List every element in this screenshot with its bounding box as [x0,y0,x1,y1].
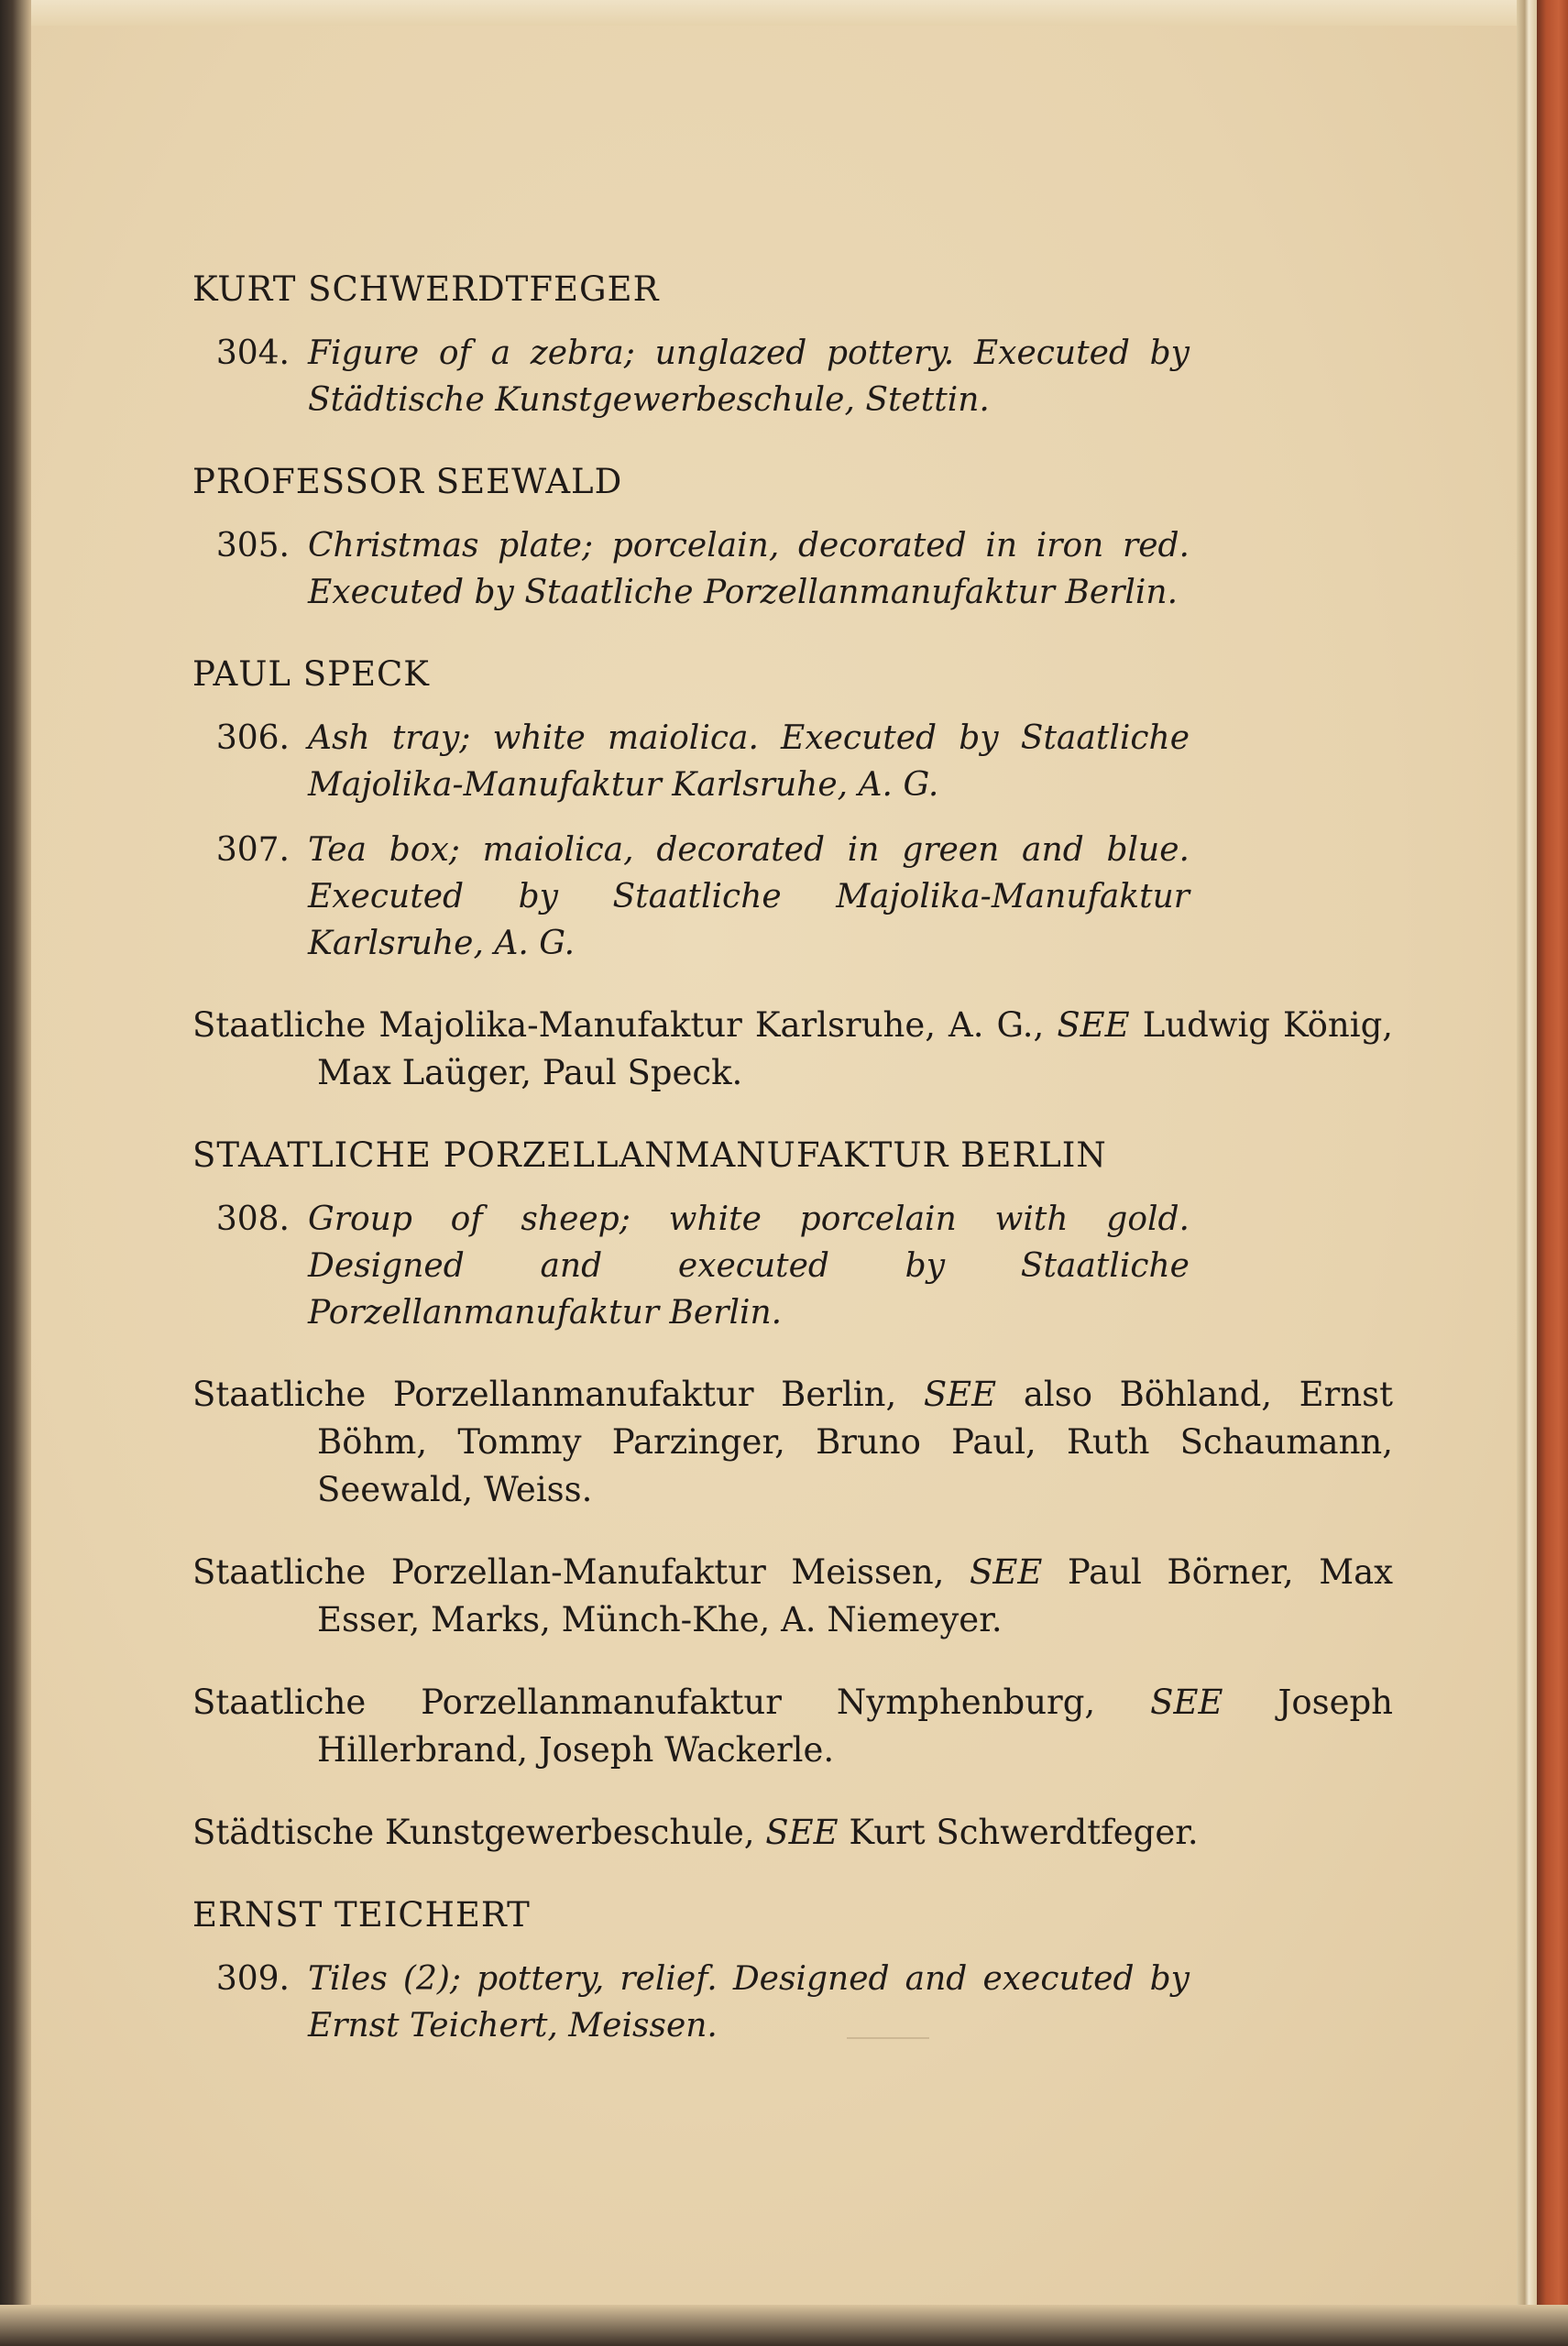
reference-targets: also Böhland, Ernst Böhm, Tommy Parzinger, Bruno Paul, Ruth Schaumann, Seewald, Weiss. [317,1375,1394,1509]
entry-number: 309. [215,1960,290,1998]
see-label: SEE [765,1813,839,1852]
cross-reference-nymphenburg [192,1679,1393,1774]
scan-bottom-edge [0,2305,1568,2346]
artist-heading: PAUL SPECK [192,654,430,694]
entry-number: 306. [215,719,290,757]
catalogue-entry [192,715,1237,808]
artist-heading: STAATLICHE PORZELLANMANUFAKTUR BERLIN [192,1135,1107,1175]
entry-number: 308. [215,1200,290,1238]
cross-reference-berlin [192,1371,1393,1514]
page-content [192,266,1394,2084]
see-label: SEE [1057,1005,1130,1045]
reference-name: Städtische Kunstgewerbeschule, [192,1813,755,1852]
section-schwerdtfeger [192,266,1237,423]
reference-name: Staatliche Porzellanmanufaktur Berlin, [192,1375,897,1414]
artist-heading: ERNST TEICHERT [192,1895,531,1935]
entry-description: Ash tray; white maiolica. Executed by Staatliche Majolika-Manufaktur Karlsruhe, A. G. [308,719,1190,804]
scan-top-edge [0,0,1568,26]
section-berlin [192,1132,1237,1336]
reference-name: Staatliche Porzellan-Manufaktur Meissen, [192,1552,945,1592]
catalogue-entry [192,1956,1237,2049]
entry-description: Christmas plate; porcelain, decorated in iron red. Executed by Staatliche Porzellanmanufaktur Berlin. [308,527,1190,611]
entry-description: Tiles (2); pottery, relief. Designed and executed by Ernst Teichert, Meissen. [308,1960,1190,2045]
reference-name: Staatliche Porzellanmanufaktur Nymphenburg, [192,1683,1096,1722]
see-label: SEE [1150,1683,1223,1722]
see-label: SEE [923,1375,997,1414]
see-label: SEE [969,1552,1043,1592]
catalogue-entry [192,1196,1237,1336]
entry-description: Tea box; maiolica, decorated in green and blue. Executed by Staatliche Majolika-Manufaktur Karlsruhe, A. G. [308,831,1190,962]
reference-targets: Kurt Schwerdtfeger. [849,1813,1199,1852]
book-cover-edge [1537,0,1568,2346]
reference-name: Staatliche Majolika-Manufaktur Karlsruhe, A. G., [192,1005,1045,1045]
stacked-pages-edge [1517,0,1537,2346]
section-seewald [192,458,1237,616]
section-speck [192,651,1237,967]
reference-targets: Ludwig König, Max Laüger, Paul Speck. [317,1005,1394,1092]
entry-number: 304. [215,334,290,372]
entry-description: Group of sheep; white porcelain with gold. Designed and executed by Staatliche Porzellanmanufaktur Berlin. [308,1200,1190,1332]
catalogue-entry [192,827,1237,967]
artist-heading: PROFESSOR SEEWALD [192,462,623,501]
cross-reference-meissen [192,1549,1393,1644]
section-teichert [192,1891,1237,2049]
cross-reference-majolika [192,1002,1393,1097]
reference-targets: Paul Börner, Max Esser, Marks, Münch-Khe, A. Niemeyer. [317,1552,1394,1639]
entry-number: 307. [215,831,290,869]
cross-reference-kunstgewerbeschule [192,1809,1393,1857]
entry-description: Figure of a zebra; unglazed pottery. Executed by Städtische Kunstgewerbeschule, Stettin. [308,334,1190,419]
binding-edge [0,0,31,2346]
entry-number: 305. [215,527,290,565]
catalogue-entry [192,522,1237,616]
catalogue-page [31,26,1517,2305]
artist-heading: KURT SCHWERDTFEGER [192,269,660,309]
faint-rule [847,2037,929,2039]
catalogue-entry [192,330,1237,423]
reference-targets: Joseph Hillerbrand, Joseph Wackerle. [317,1683,1393,1770]
